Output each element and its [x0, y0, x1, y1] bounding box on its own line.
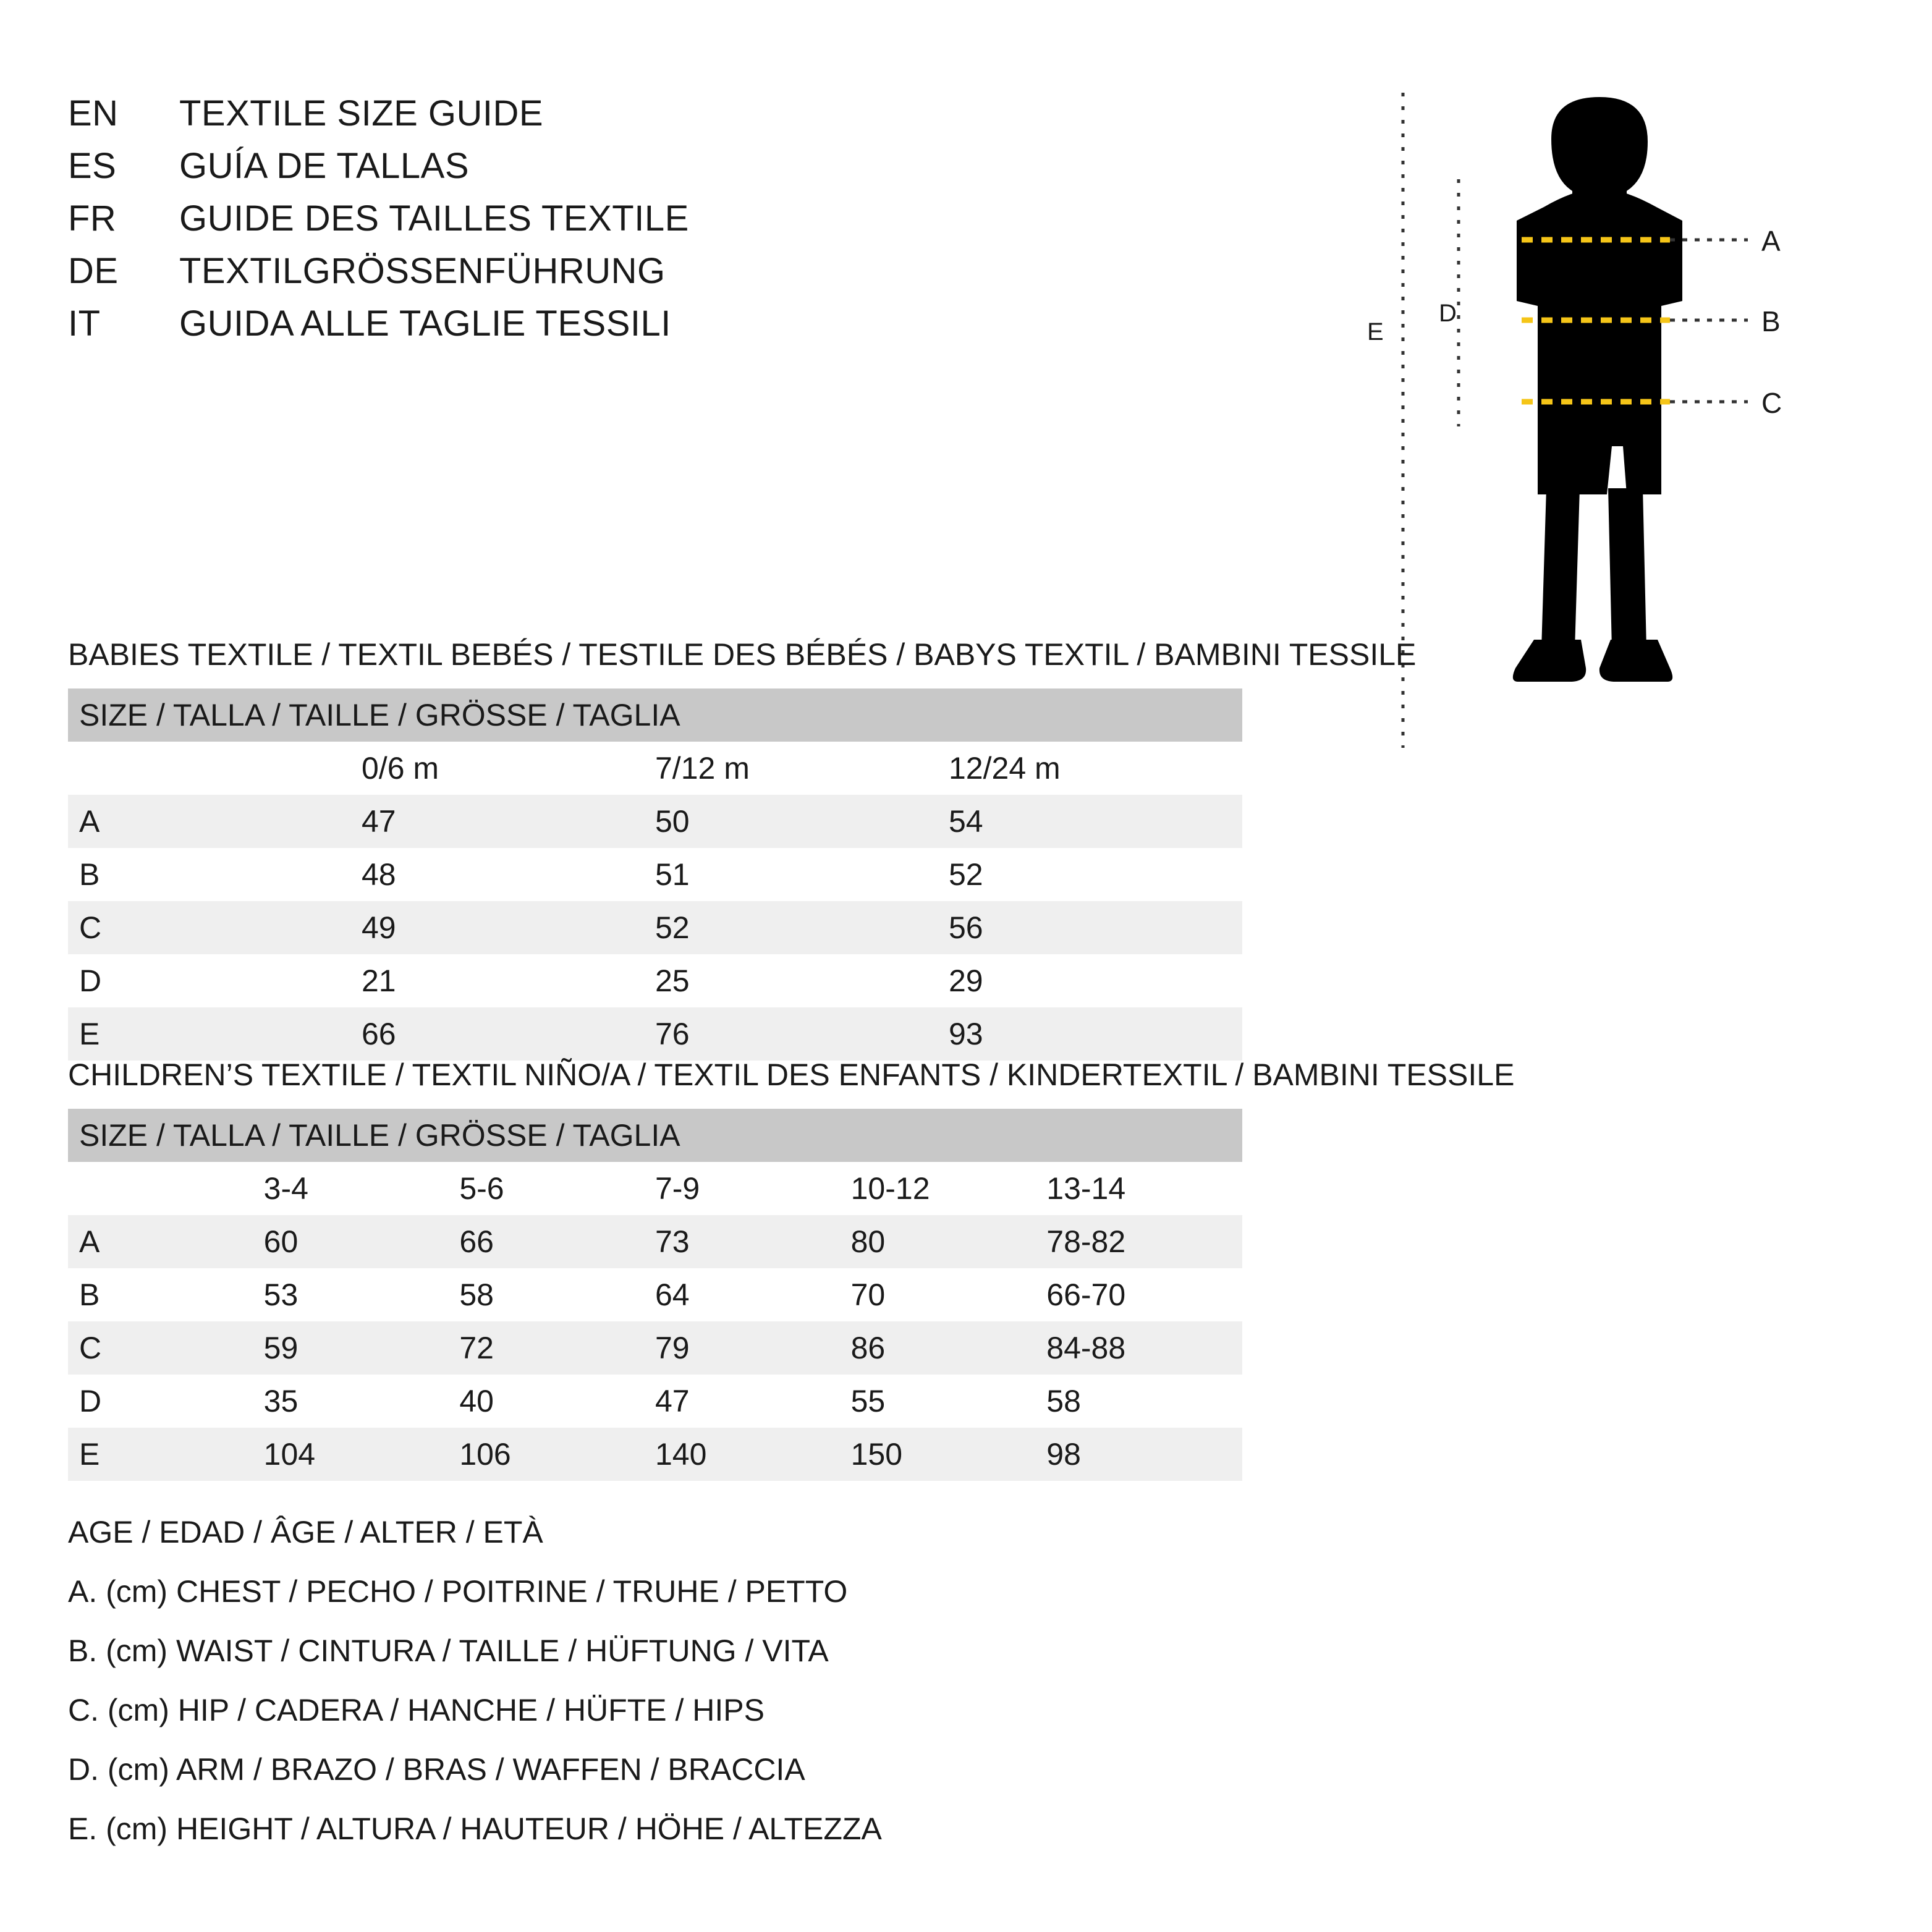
babies-col-3: 12/24 m [949, 742, 1242, 795]
babies-size-table [68, 688, 1242, 1061]
children-size-table [68, 1109, 1242, 1481]
babies-table-head: SIZE / TALLA / TAILLE / GRÖSSE / TAGLIA [68, 688, 1242, 742]
children-row-d-v3: 47 [655, 1375, 851, 1428]
children-row-e-v3: 140 [655, 1428, 851, 1481]
figure-label-d: D [1439, 300, 1457, 327]
children-row-d-v5: 58 [1046, 1375, 1242, 1428]
language-title-it: GUIDA ALLE TAGLIE TESSILI [179, 303, 671, 344]
babies-row-d-v1: 21 [362, 954, 655, 1007]
legend-hip: C. (cm) HIP / CADERA / HANCHE / HÜFTE / HIPS [68, 1693, 765, 1727]
babies-row-b-v3: 52 [949, 848, 1242, 901]
table-column-row [68, 1162, 1242, 1215]
children-row-d-v2: 40 [459, 1375, 655, 1428]
children-row-b-v1: 53 [264, 1268, 460, 1321]
children-section [68, 1057, 1515, 1481]
figure-label-c: C [1761, 387, 1782, 419]
language-title-fr: GUIDE DES TAILLES TEXTILE [179, 198, 689, 239]
babies-section [68, 637, 1417, 1061]
children-row-d-v1: 35 [264, 1375, 460, 1428]
language-code-de: DE [68, 251, 119, 291]
table-header-row [68, 688, 1242, 742]
language-row-de [68, 250, 1242, 292]
babies-row-a-label: A [68, 795, 362, 848]
legend-height: E. (cm) HEIGHT / ALTURA / HAUTEUR / HÖHE / ALTEZZA [68, 1811, 882, 1846]
babies-row-a-v1: 47 [362, 795, 655, 848]
figure-label-e: E [1367, 318, 1384, 345]
legend-arm: D. (cm) ARM / BRAZO / BRAS / WAFFEN / BRACCIA [68, 1752, 805, 1787]
figure-label-b: B [1761, 305, 1781, 337]
children-row-c-v1: 59 [264, 1321, 460, 1375]
babies-row-b-v2: 51 [655, 848, 949, 901]
children-row-a-v2: 66 [459, 1215, 655, 1268]
child-silhouette [1513, 97, 1682, 682]
children-row-a-v5: 78-82 [1046, 1215, 1242, 1268]
children-row-b-v2: 58 [459, 1268, 655, 1321]
babies-section-title: BABIES TEXTILE / TEXTIL BEBÉS / TESTILE DES BÉBÉS / BABYS TEXTIL / BAMBINI TESSILE [68, 637, 1417, 672]
table-header-row [68, 1109, 1242, 1162]
babies-row-c-v1: 49 [362, 901, 655, 954]
babies-row-d-label: D [68, 954, 362, 1007]
children-row-b-label: B [68, 1268, 264, 1321]
children-row-e-label: E [68, 1428, 264, 1481]
children-row-b-v3: 64 [655, 1268, 851, 1321]
children-row-b-v5: 66-70 [1046, 1268, 1242, 1321]
language-code-it: IT [68, 303, 101, 344]
empty-corner [68, 1162, 264, 1215]
table-row [68, 1321, 1242, 1375]
language-row-fr [68, 198, 1242, 239]
children-row-c-v4: 86 [851, 1321, 1047, 1375]
children-section-title: CHILDREN’S TEXTILE / TEXTIL NIÑO/A / TEXTIL DES ENFANTS / KINDERTEXTIL / BAMBINI TESSILE [68, 1057, 1515, 1092]
table-row [68, 1215, 1242, 1268]
language-title-es: GUÍA DE TALLAS [179, 146, 470, 186]
children-col-4: 10-12 [851, 1162, 1047, 1215]
children-row-e-v5: 98 [1046, 1428, 1242, 1481]
table-row [68, 1007, 1242, 1061]
children-table-head: SIZE / TALLA / TAILLE / GRÖSSE / TAGLIA [68, 1109, 1242, 1162]
babies-col-1: 0/6 m [362, 742, 655, 795]
table-row [68, 795, 1242, 848]
language-header [68, 93, 1242, 355]
language-code-en: EN [68, 93, 119, 133]
table-row [68, 1375, 1242, 1428]
language-title-en: TEXTILE SIZE GUIDE [179, 93, 544, 133]
babies-row-a-v2: 50 [655, 795, 949, 848]
babies-row-e-v1: 66 [362, 1007, 655, 1061]
babies-row-b-v1: 48 [362, 848, 655, 901]
language-code-fr: FR [68, 198, 117, 239]
children-col-1: 3-4 [264, 1162, 460, 1215]
table-row [68, 1268, 1242, 1321]
babies-row-e-v3: 93 [949, 1007, 1242, 1061]
children-row-e-v4: 150 [851, 1428, 1047, 1481]
children-row-e-v2: 106 [459, 1428, 655, 1481]
babies-row-c-label: C [68, 901, 362, 954]
babies-row-e-label: E [68, 1007, 362, 1061]
children-row-a-v3: 73 [655, 1215, 851, 1268]
babies-row-a-v3: 54 [949, 795, 1242, 848]
language-row-en [68, 93, 1242, 134]
children-row-e-v1: 104 [264, 1428, 460, 1481]
measurement-legend [68, 1514, 1304, 1870]
children-row-a-v1: 60 [264, 1215, 460, 1268]
babies-col-2: 7/12 m [655, 742, 949, 795]
children-row-a-v4: 80 [851, 1215, 1047, 1268]
table-column-row [68, 742, 1242, 795]
children-col-2: 5-6 [459, 1162, 655, 1215]
children-col-3: 7-9 [655, 1162, 851, 1215]
measurement-figure [1367, 80, 1860, 760]
children-col-5: 13-14 [1046, 1162, 1242, 1215]
table-row [68, 954, 1242, 1007]
children-row-b-v4: 70 [851, 1268, 1047, 1321]
language-code-es: ES [68, 146, 117, 186]
legend-waist: B. (cm) WAIST / CINTURA / TAILLE / HÜFTUNG / VITA [68, 1633, 829, 1668]
babies-row-c-v2: 52 [655, 901, 949, 954]
babies-row-d-v3: 29 [949, 954, 1242, 1007]
empty-corner [68, 742, 362, 795]
language-row-es [68, 145, 1242, 187]
children-row-c-v5: 84-88 [1046, 1321, 1242, 1375]
children-row-d-v4: 55 [851, 1375, 1047, 1428]
language-title-de: TEXTILGRÖSSENFÜHRUNG [179, 251, 666, 291]
table-row [68, 848, 1242, 901]
babies-row-b-label: B [68, 848, 362, 901]
table-row [68, 901, 1242, 954]
language-row-it [68, 303, 1242, 344]
babies-row-c-v3: 56 [949, 901, 1242, 954]
children-row-a-label: A [68, 1215, 264, 1268]
children-row-c-v3: 79 [655, 1321, 851, 1375]
children-row-c-label: C [68, 1321, 264, 1375]
babies-row-e-v2: 76 [655, 1007, 949, 1061]
babies-row-d-v2: 25 [655, 954, 949, 1007]
legend-age: AGE / EDAD / ÂGE / ALTER / ETÀ [68, 1515, 543, 1549]
figure-label-a: A [1761, 225, 1781, 257]
children-row-c-v2: 72 [459, 1321, 655, 1375]
legend-chest: A. (cm) CHEST / PECHO / POITRINE / TRUHE / PETTO [68, 1574, 848, 1609]
table-row [68, 1428, 1242, 1481]
children-row-d-label: D [68, 1375, 264, 1428]
